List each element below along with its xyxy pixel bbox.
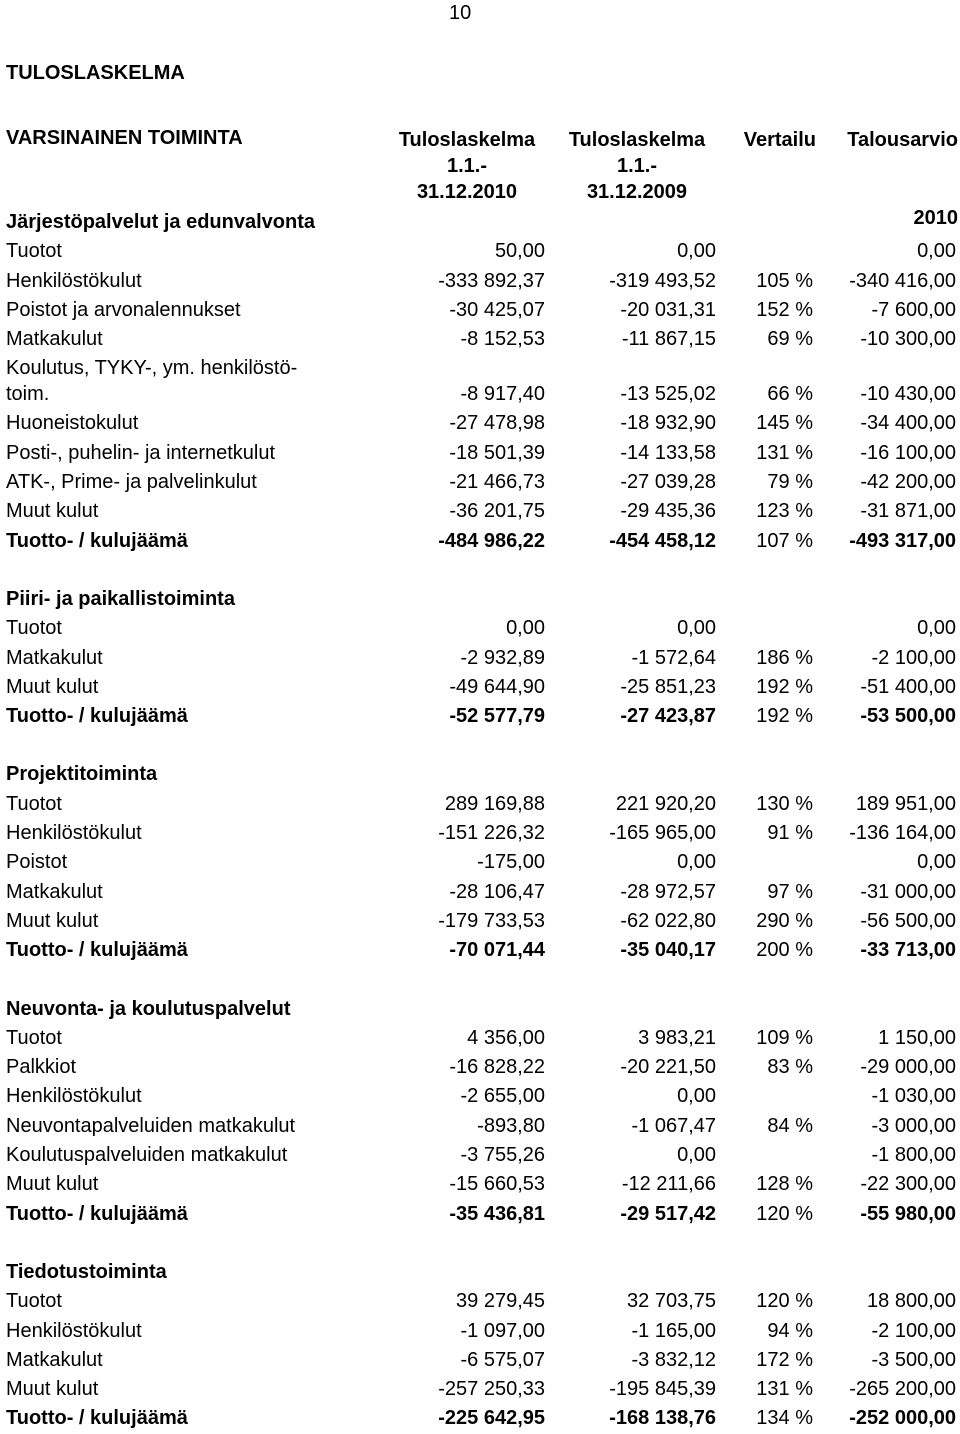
value-2010: -18 501,39 <box>449 441 545 464</box>
table-row <box>0 1346 960 1375</box>
header-col-2010-line3: 31.12.2010 <box>416 181 518 203</box>
row-label: Palkkiot <box>6 1056 77 1079</box>
row-label: Tuotot <box>6 240 62 263</box>
value-talousarvio: -2 100,00 <box>871 1319 956 1342</box>
value-vertailu: 152 % <box>756 298 813 321</box>
value-talousarvio: -31 871,00 <box>860 500 956 523</box>
value-talousarvio: -31 000,00 <box>860 880 956 903</box>
table-row <box>0 1170 960 1199</box>
value-talousarvio: -1 030,00 <box>871 1085 956 1108</box>
value-talousarvio: -16 100,00 <box>860 441 956 464</box>
value-2009: -319 493,52 <box>609 269 716 292</box>
total-2009: -29 517,42 <box>620 1202 716 1225</box>
table-row-label-continued <box>0 354 960 378</box>
table-row <box>0 409 960 438</box>
section-spacer <box>0 731 960 760</box>
table-row <box>0 296 960 325</box>
value-2010: -3 755,26 <box>460 1144 545 1167</box>
row-label: Muut kulut <box>6 909 99 932</box>
value-2010: -2 655,00 <box>460 1085 545 1108</box>
total-row <box>0 702 960 731</box>
value-2010: -8 152,53 <box>460 328 545 351</box>
value-2010: 4 356,00 <box>467 1026 545 1049</box>
total-vertailu: 134 % <box>756 1407 813 1430</box>
section-title <box>0 1258 960 1287</box>
table-row <box>0 1141 960 1170</box>
value-talousarvio: 1 150,00 <box>878 1026 956 1049</box>
value-2010: 50,00 <box>494 240 545 263</box>
value-2009: -20 031,31 <box>620 298 716 321</box>
section-title-label: Neuvonta- ja koulutuspalvelut <box>6 997 291 1020</box>
row-label: Poistot ja arvonalennukset <box>6 298 241 321</box>
value-2009: -25 851,23 <box>620 675 716 698</box>
value-2010: 289 169,88 <box>444 792 545 815</box>
value-2010: -175,00 <box>477 851 545 874</box>
section-title <box>0 585 960 614</box>
value-2009: 221 920,20 <box>615 792 716 815</box>
table-row <box>0 673 960 702</box>
value-2009: -28 972,57 <box>620 880 716 903</box>
table-row <box>0 439 960 468</box>
table-row <box>0 468 960 497</box>
total-label: Tuotto- / kulujäämä <box>6 529 188 552</box>
total-2010: -70 071,44 <box>449 939 545 962</box>
value-2010: -21 466,73 <box>449 471 545 494</box>
row-label: Neuvontapalveluiden matkakulut <box>6 1114 296 1137</box>
total-label: Tuotto- / kulujäämä <box>6 705 188 728</box>
value-talousarvio: -56 500,00 <box>860 909 956 932</box>
value-talousarvio: -2 100,00 <box>871 646 956 669</box>
value-2009: -11 867,15 <box>621 328 716 351</box>
value-2010: -36 201,75 <box>449 500 545 523</box>
value-2010: -179 733,53 <box>438 909 545 932</box>
value-vertailu: 290 % <box>756 909 813 932</box>
row-label: Posti-, puhelin- ja internetkulut <box>6 441 276 464</box>
value-vertailu: 120 % <box>756 1290 813 1313</box>
row-label: Tuotot <box>6 1026 62 1049</box>
section-title-label: Järjestöpalvelut ja edunvalvonta <box>6 211 315 233</box>
value-talousarvio: -3 500,00 <box>871 1348 956 1371</box>
value-2009: 0,00 <box>677 1144 716 1167</box>
value-2009: 0,00 <box>677 617 716 640</box>
row-label: Tuotot <box>6 792 62 815</box>
value-talousarvio: -136 164,00 <box>849 822 956 845</box>
header-col-2010-line1: Tuloslaskelma <box>398 129 536 151</box>
value-2010: -1 097,00 <box>460 1319 545 1342</box>
value-2010: -30 425,07 <box>449 298 545 321</box>
value-talousarvio: 0,00 <box>917 851 956 874</box>
value-2009: -29 435,36 <box>620 500 716 523</box>
value-vertailu: 84 % <box>767 1114 813 1137</box>
value-talousarvio: -34 400,00 <box>860 412 956 435</box>
row-label: Muut kulut <box>6 500 99 523</box>
value-vertailu: 186 % <box>756 646 813 669</box>
table-row <box>0 1287 960 1316</box>
value-2010: 39 279,45 <box>456 1290 545 1313</box>
header-col-vertailu-line1: Vertailu <box>743 129 816 151</box>
value-talousarvio: 0,00 <box>917 240 956 263</box>
total-vertailu: 120 % <box>756 1202 813 1225</box>
total-row <box>0 1200 960 1229</box>
row-label: Muut kulut <box>6 1378 99 1401</box>
row-label: Poistot <box>6 851 68 874</box>
value-talousarvio: -22 300,00 <box>860 1173 956 1196</box>
value-vertailu: 128 % <box>756 1173 813 1196</box>
value-2010: -49 644,90 <box>449 675 545 698</box>
value-talousarvio: -265 200,00 <box>849 1378 956 1401</box>
value-vertailu: 130 % <box>756 792 813 815</box>
total-talousarvio: -33 713,00 <box>860 939 956 962</box>
table-row <box>0 907 960 936</box>
total-talousarvio: -252 000,00 <box>849 1407 956 1430</box>
value-talousarvio: -3 000,00 <box>871 1114 956 1137</box>
total-row <box>0 1404 960 1433</box>
table-row <box>0 497 960 526</box>
value-vertailu: 123 % <box>756 500 813 523</box>
value-2009: -3 832,12 <box>631 1348 716 1371</box>
value-2009: 0,00 <box>677 851 716 874</box>
value-talousarvio: 18 800,00 <box>867 1290 956 1313</box>
value-2009: -14 133,58 <box>620 441 716 464</box>
row-label: Henkilöstökulut <box>6 1085 142 1108</box>
value-vertailu: 91 % <box>767 822 813 845</box>
row-label-line1: Koulutus, TYKY-, ym. henkilöstö- <box>6 357 298 380</box>
value-vertailu: 94 % <box>767 1319 813 1342</box>
total-talousarvio: -493 317,00 <box>849 529 956 552</box>
value-2009: -195 845,39 <box>609 1378 716 1401</box>
row-label: Matkakulut <box>6 646 103 669</box>
value-vertailu: 105 % <box>756 269 813 292</box>
value-2010: -333 892,37 <box>438 269 545 292</box>
header-col-talousarvio-line1: Talousarvio <box>847 129 958 151</box>
row-label: Muut kulut <box>6 675 99 698</box>
value-2009: -13 525,02 <box>620 383 716 406</box>
value-2009: -20 221,50 <box>620 1056 716 1079</box>
row-label: Matkakulut <box>6 328 103 351</box>
value-2010: -27 478,98 <box>449 412 545 435</box>
value-2009: -1 165,00 <box>631 1319 716 1342</box>
value-2010: -16 828,22 <box>449 1056 545 1079</box>
row-label: Matkakulut <box>6 880 103 903</box>
header-col-2009 <box>556 127 718 205</box>
value-talousarvio: -7 600,00 <box>871 298 956 321</box>
section-title <box>0 995 960 1024</box>
table-row <box>0 1082 960 1111</box>
value-talousarvio: -1 800,00 <box>871 1144 956 1167</box>
section-spacer <box>0 966 960 995</box>
value-2009: 0,00 <box>677 1085 716 1108</box>
total-vertailu: 107 % <box>756 529 813 552</box>
section-title-label: Projektitoiminta <box>6 763 158 786</box>
section-title-label: Piiri- ja paikallistoiminta <box>6 587 235 610</box>
value-vertailu: 109 % <box>756 1026 813 1049</box>
table-row <box>0 325 960 354</box>
value-2009: -18 932,90 <box>620 412 716 435</box>
value-talousarvio: -42 200,00 <box>860 471 956 494</box>
value-vertailu: 83 % <box>767 1056 813 1079</box>
header-col-talousarvio-line2: 2010 <box>913 207 958 229</box>
section-title <box>0 760 960 789</box>
row-label: Henkilöstökulut <box>6 1319 142 1342</box>
value-2010: -151 226,32 <box>438 822 545 845</box>
table-row <box>0 1053 960 1082</box>
table-row <box>0 1317 960 1346</box>
total-vertailu: 200 % <box>756 939 813 962</box>
value-talousarvio: -10 300,00 <box>860 328 956 351</box>
value-2010: -15 660,53 <box>449 1173 545 1196</box>
value-2009: -27 039,28 <box>620 471 716 494</box>
row-label: Henkilöstökulut <box>6 822 142 845</box>
header-label: VARSINAINEN TOIMINTA <box>6 127 243 149</box>
value-talousarvio: -340 416,00 <box>849 269 956 292</box>
value-vertailu: 131 % <box>756 1378 813 1401</box>
value-talousarvio: 0,00 <box>917 617 956 640</box>
total-2009: -454 458,12 <box>609 529 716 552</box>
table-row <box>0 1375 960 1404</box>
table-row <box>0 237 960 266</box>
value-2010: 0,00 <box>506 617 545 640</box>
value-2009: -62 022,80 <box>620 909 716 932</box>
total-vertailu: 192 % <box>756 705 813 728</box>
value-vertailu: 145 % <box>756 412 813 435</box>
row-label: Koulutuspalveluiden matkakulut <box>6 1144 288 1167</box>
header-col-2009-line2: 1.1.- <box>616 155 658 177</box>
table-row <box>0 1112 960 1141</box>
value-2010: -257 250,33 <box>438 1378 545 1401</box>
value-2009: 0,00 <box>677 240 716 263</box>
total-talousarvio: -53 500,00 <box>860 705 956 728</box>
section-title <box>0 208 960 237</box>
row-label: Muut kulut <box>6 1173 99 1196</box>
row-label: ATK-, Prime- ja palvelinkulut <box>6 471 257 494</box>
header-col-2010-line2: 1.1.- <box>446 155 488 177</box>
row-label: Henkilöstökulut <box>6 269 142 292</box>
value-2010: -28 106,47 <box>449 880 545 903</box>
total-2009: -27 423,87 <box>620 705 716 728</box>
total-label: Tuotto- / kulujäämä <box>6 1407 188 1430</box>
total-2010: -35 436,81 <box>449 1202 545 1225</box>
value-2010: -8 917,40 <box>460 383 545 406</box>
header-col-2009-line3: 31.12.2009 <box>586 181 688 203</box>
value-talousarvio: -51 400,00 <box>860 675 956 698</box>
value-vertailu: 192 % <box>756 675 813 698</box>
table-row <box>0 644 960 673</box>
row-label: toim. <box>6 383 50 406</box>
value-2010: -893,80 <box>477 1114 545 1137</box>
total-label: Tuotto- / kulujäämä <box>6 1202 188 1225</box>
total-row <box>0 527 960 556</box>
row-label: Matkakulut <box>6 1348 103 1371</box>
table-row <box>0 378 960 409</box>
value-2009: 3 983,21 <box>638 1026 716 1049</box>
page-title: TULOSLASKELMA <box>6 62 185 84</box>
table-row <box>0 1024 960 1053</box>
header-col-2009-line1: Tuloslaskelma <box>568 129 706 151</box>
value-vertailu: 79 % <box>767 471 813 494</box>
value-vertailu: 97 % <box>767 880 813 903</box>
total-talousarvio: -55 980,00 <box>860 1202 956 1225</box>
header-col-2010 <box>386 127 548 205</box>
value-vertailu: 172 % <box>756 1348 813 1371</box>
total-2010: -52 577,79 <box>449 705 545 728</box>
table-row <box>0 614 960 643</box>
section-spacer <box>0 1229 960 1258</box>
value-talousarvio: 189 951,00 <box>855 792 956 815</box>
section-spacer <box>0 556 960 585</box>
total-row <box>0 936 960 965</box>
table-row <box>0 790 960 819</box>
total-2010: -484 986,22 <box>438 529 545 552</box>
table-row <box>0 878 960 907</box>
value-talousarvio: -29 000,00 <box>860 1056 956 1079</box>
value-talousarvio: -10 430,00 <box>860 383 956 406</box>
table-row <box>0 848 960 877</box>
value-2009: -1 067,47 <box>631 1114 716 1137</box>
value-2009: -12 211,66 <box>621 1173 716 1196</box>
total-2009: -168 138,76 <box>609 1407 716 1430</box>
value-2009: -165 965,00 <box>609 822 716 845</box>
value-vertailu: 69 % <box>767 328 813 351</box>
total-2009: -35 040,17 <box>620 939 716 962</box>
income-statement-table <box>0 208 960 1434</box>
total-2010: -225 642,95 <box>438 1407 545 1430</box>
table-row <box>0 819 960 848</box>
value-2010: -6 575,07 <box>460 1348 545 1371</box>
row-label: Tuotot <box>6 1290 62 1313</box>
value-2009: 32 703,75 <box>627 1290 716 1313</box>
row-label: Tuotot <box>6 617 62 640</box>
total-label: Tuotto- / kulujäämä <box>6 939 188 962</box>
section-title-label: Tiedotustoiminta <box>6 1260 167 1283</box>
table-row <box>0 267 960 296</box>
value-2009: -1 572,64 <box>631 646 716 669</box>
value-vertailu: 131 % <box>756 441 813 464</box>
value-vertailu: 66 % <box>767 383 813 406</box>
page-number: 10 <box>449 2 472 24</box>
header-col-vertailu <box>726 127 816 153</box>
value-2010: -2 932,89 <box>460 646 545 669</box>
row-label: Huoneistokulut <box>6 412 139 435</box>
